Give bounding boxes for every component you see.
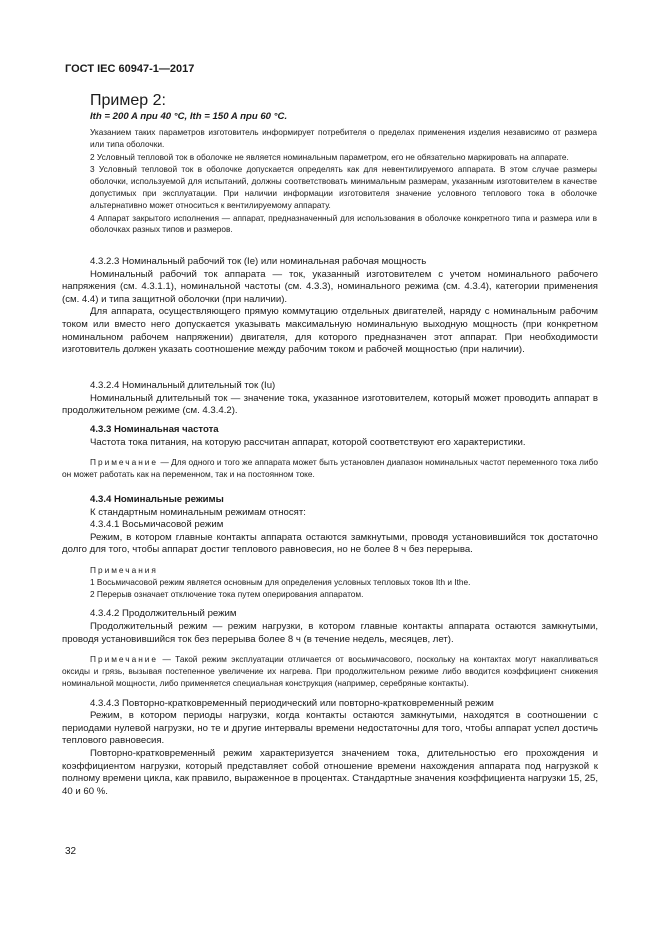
note-label: Примечание [90, 457, 159, 468]
paragraph: Продолжительный режим — режим нагрузки, в котором главные контакты аппарата остаются замкнутыми, проводя установившийся ток без перерыва более 8 ч (в течение недель, месяцев, лет). [62, 620, 598, 645]
subsection-heading: 4.3.4.3 Повторно-кратковременный периодический или повторно-кратковременный режим [90, 697, 494, 709]
note-text: — Для одного и того же аппарата может быть установлен диапазон номинальных частот переменного тока либо он может работать как на переменном, так и на постоянном токе. [62, 457, 598, 479]
note [62, 654, 598, 689]
notes-top [90, 127, 597, 236]
page-number: 32 [65, 846, 77, 857]
paragraph: Режим, в котором периоды нагрузки, когда контакты остаются замкнутыми, находятся в соотношении с периодами нулевой нагрузки, но те и другие интервалы времени недостаточны для того, чтобы аппарат успел достичь теплового равновесия. [62, 710, 598, 747]
section-4324 [62, 380, 598, 418]
paragraph: Частота тока питания, на которую рассчитан аппарат, которой соответствуют его характеристики. [90, 436, 526, 448]
note-text: Указанием таких параметров изготовитель информирует потребителя о пределах применения изделия независимо от размера или типа оболочки. [90, 127, 597, 149]
example-formula: Ith = 200 A при 40 °C, Ith = 150 A при 60 °C. [90, 111, 288, 122]
section-heading: 4.3.2.4 Номинальный длительный ток (Iu) [90, 380, 276, 391]
paragraph: Для аппарата, осуществляющего прямую коммутацию отдельных двигателей, наряду с номинальным рабочим током или вместо него допускается указывать максимальную номинальную выходную мощность (при конкретном номинальном рабочем напряжении) двигателя, для которого предназначен этот аппарат. При необходимости изготовитель должен указать соотношение между рабочим током и рабочей мощностью (при наличии). [62, 306, 598, 356]
note [62, 457, 598, 481]
note-text: — Такой режим эксплуатации отличается от восьмичасового, поскольку на контактах могут накапливаться оксиды и грязь, вызывая постепенное увеличение их нагрева. При продолжительном режиме либо вводится коэффициент снижения номинальной мощности, либо применяется специальная конструкция (например, серебряные контакты). [62, 654, 598, 688]
note-item: 2 Условный тепловой ток в оболочке не является номинальным параметром, его не обязательно маркировать на аппарате. [90, 151, 569, 162]
note-item: 3 Условный тепловой ток в оболочке допускается определять как для невентилируемого аппарата. В этом случае размеры оболочки, используемой для испытаний, должны соответствовать минимальным размерам, указанным изготовителем в качестве допустимых при эксплуатации. При наличии информации изготовителя значение условного теплового тока в оболочке альтернативно может относиться к вентилируемому аппарату. [90, 164, 597, 210]
notes-label: Примечания [90, 564, 158, 575]
note-item: 1 Восьмичасовой режим является основным для определения условных тепловых токов Ith и Ithe. [90, 576, 471, 587]
section-434 [62, 494, 598, 798]
section-heading: 4.3.2.3 Номинальный рабочий ток (Ie) или номинальная рабочая мощность [90, 256, 427, 267]
paragraph: К стандартным номинальным режимам относят: [90, 506, 306, 518]
example-title: Пример 2: [90, 92, 166, 109]
section-heading: 4.3.3 Номинальная частота [90, 424, 219, 435]
note-item: 4 Аппарат закрытого исполнения — аппарат, предназначенный для использования в оболочке конкретного типа и размера или в оболочках разных типов и размеров. [90, 212, 597, 235]
paragraph: Режим, в котором главные контакты аппарата остаются замкнутыми, проводя установившийся ток достаточно долго для того, чтобы аппарат достиг теплового равновесия, но не более 8 ч без перерыва. [62, 531, 598, 556]
section-433 [62, 424, 598, 481]
paragraph: Номинальный длительный ток — значение тока, указанное изготовителем, который может проводить аппарат в продолжительном режиме (см. 4.3.4.2). [62, 392, 598, 417]
section-heading: 4.3.4 Номинальные режимы [90, 494, 224, 505]
paragraph: Номинальный рабочий ток аппарата — ток, указанный изготовителем с учетом номинального рабочего напряжения (см. 4.3.1.1), номинальной частоты (см. 4.3.3), номинального режима (см. 4.3.4), категории применения (см. 4.4) и типа защитной оболочки (при наличии). [62, 268, 598, 305]
section-4323 [62, 256, 598, 357]
subsection-heading: 4.3.4.2 Продолжительный режим [90, 608, 237, 620]
subsection-heading: 4.3.4.1 Восьмичасовой режим [90, 519, 224, 531]
note-item: 2 Перерыв означает отключение тока путем оперирования аппаратом. [90, 588, 364, 599]
paragraph: Повторно-кратковременный режим характеризуется значением тока, длительностью его прохождения и коэффициентом нагрузки, который представляет собой отношение времени нахождения аппарата под нагрузкой к полному времени цикла, как правило, выраженное в процентах. Стандартные значения коэффициента нагрузки 15, 25, 40 и 60 %. [62, 747, 598, 797]
document-header: ГОСТ IEC 60947-1—2017 [65, 63, 195, 75]
note-label: Примечание [90, 654, 159, 665]
